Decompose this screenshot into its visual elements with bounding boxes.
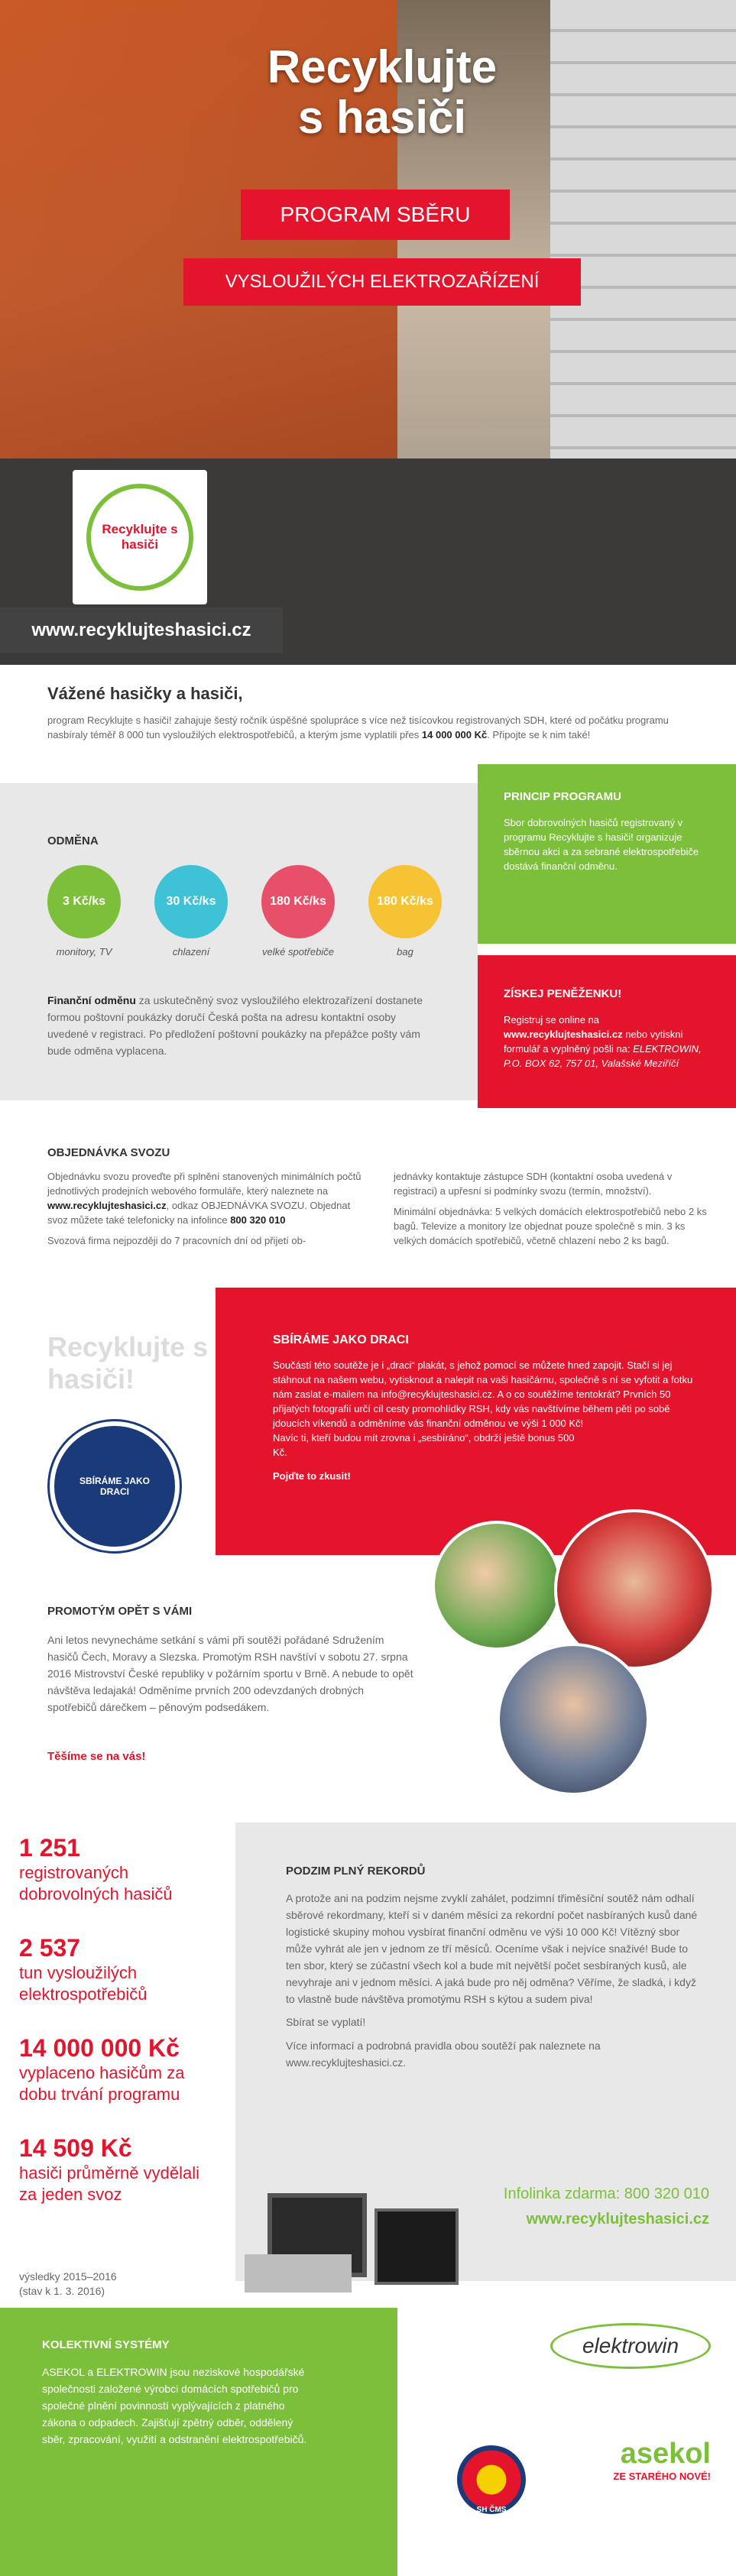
reward-item bbox=[245, 865, 352, 957]
electronics-photo bbox=[245, 2178, 474, 2300]
odmena-title: ODMĚNA bbox=[47, 834, 99, 847]
kolektivni-text: ASEKOL a ELEKTROWIN jsou neziskové hospodářské společnosti založené výrobci domácích spotřebičů pro společné plnění povinností vyplývajících z platného zákona o odpadech. Zajišťují zpětný odběr, oddělený sběr, zpracování, využití a odstranění elektrospotřebičů. bbox=[42, 2366, 307, 2445]
objednavka-col1a: Objednávku svozu proveďte při splnění stanovených minimálních počtů jednotlivých prodejních webového formuláře, který naleznete na bbox=[47, 1171, 362, 1197]
hero-url-bar[interactable] bbox=[0, 608, 283, 653]
princip-text: Sbor dobrovolných hasičů registrovaný v programu Recyklujte s hasiči! organizuje sběrnou akci a za sebrané elektrospotřebiče dostává finanční odměnu. bbox=[504, 817, 699, 872]
ziskej-address: ELEKTROWIN, P.O. BOX 62, 757 01, Valašské Meziříčí bbox=[504, 1043, 702, 1069]
stat-item bbox=[19, 2034, 218, 2105]
stat-number: 14 000 000 Kč bbox=[19, 2034, 180, 2062]
odmena-text-bold: Finanční odměnu bbox=[47, 994, 136, 1006]
odmena-text-block bbox=[47, 992, 430, 1059]
princip-box bbox=[478, 764, 736, 944]
objednavka-col2b: Minimální objednávka: 5 velkých domácích elektrospotřebičů nebo 2 ks bagů. Televize a monitory lze objednat pouze společně s min. 3 ks velkých domácích spotřebičů, včetně chlazení nebo 2 ks bagů. bbox=[394, 1206, 707, 1246]
reward-label: chlazení bbox=[172, 946, 210, 957]
draci-cta: Pojďte to zkusit! bbox=[273, 1470, 351, 1482]
ziskej-title: ZÍSKEJ PENĚŽENKU! bbox=[504, 987, 622, 1000]
intro bbox=[47, 684, 705, 742]
draci-ghost-title: Recyklujte s hasiči! bbox=[47, 1331, 209, 1395]
objednavka-col1 bbox=[47, 1169, 368, 1248]
ziskej-text2: nebo vytiskni formulář a vyplněný pošli na: bbox=[504, 1029, 683, 1055]
draci-badge-text: SBÍRÁME JAKO DRACI bbox=[79, 1476, 150, 1497]
hero-banner-1 bbox=[241, 190, 510, 240]
podzim-infoline: Infolinka zdarma: 800 320 010 bbox=[503, 2186, 709, 2202]
stats-note-2: (stav k 1. 3. 2016) bbox=[19, 2285, 105, 2297]
stat-label: hasiči průměrně vydělali za jeden svoz bbox=[19, 2163, 199, 2204]
logo-text: Recyklujte s hasiči bbox=[102, 522, 178, 552]
reward-item bbox=[138, 865, 245, 957]
reward-label: velké spotřebiče bbox=[262, 946, 334, 957]
reward-circle: 180 Kč/ks bbox=[368, 865, 442, 938]
promo-photo-3 bbox=[497, 1643, 650, 1796]
hero-title-line2: s hasiči bbox=[297, 92, 467, 143]
intro-text-block bbox=[47, 713, 705, 742]
intro-greeting: Vážené hasičky a hasiči, bbox=[47, 684, 243, 703]
hero-title-line1: Recyklujte bbox=[267, 41, 498, 92]
stat-label: registrovaných dobrovolných hasičů bbox=[19, 1863, 173, 1904]
intro-text: program Recyklujte s hasiči! zahajuje šestý ročník úspěšné spolupráce s více než tisícovkou registrovaných SDH, které od počátku programu nasbíraly téměř 8 000 tun vysloužilých elektrospotřebičů, a kterým jsme vyplatili přes bbox=[47, 714, 669, 740]
printer-shape bbox=[245, 2254, 352, 2292]
intro-tail: . Připojte se k nim také! bbox=[487, 729, 591, 740]
draci-title: SBÍRÁME JAKO DRACI bbox=[273, 1333, 409, 1346]
reward-circle: 30 Kč/ks bbox=[154, 865, 228, 938]
reward-circle: 180 Kč/ks bbox=[261, 865, 335, 938]
draci-p2: Navíc ti, kteří budou mít zrovna i „sesbíráno“, obdrží ještě bonus 500 Kč. bbox=[273, 1432, 575, 1458]
podzim-p3: Více informací a podrobná pravidla obou soutěží pak naleznete na www.recyklujteshasici.cz. bbox=[286, 2040, 601, 2069]
draci-p1: Součástí této soutěže je i „draci“ plakát, s jehož pomocí se můžete hned zapojit. Stačí si jej stáhnout na našem webu, vytisknout a nalepit na vaši hasičárnu, společně s ní se vyfotit a fotku nám zaslat e-mailem na info@recyklujteshasici.cz. A o co soutěžíme tentokrát? Prvních 50 přijatých fotografií určí cíl cesty promohlídky RSH, kdy vás navštívíme během pěti po sobě jdoucích víkendů a odměníme vás finanční odměnou ve výši 1 000 Kč! bbox=[273, 1359, 693, 1429]
tv-shape bbox=[374, 2208, 459, 2285]
promo-title: PROMOTÝM OPĚT S VÁMI bbox=[47, 1605, 193, 1618]
kolektivni-box bbox=[0, 2308, 397, 2576]
stat-number: 2 537 bbox=[19, 1934, 81, 1962]
podzim-p2: Sbírat se vyplatí! bbox=[286, 2016, 366, 2028]
princip-title: PRINCIP PROGRAMU bbox=[504, 790, 621, 803]
podzim-title: PODZIM PLNÝ REKORDŮ bbox=[286, 1865, 426, 1878]
asekol-name: asekol bbox=[620, 2438, 711, 2470]
stats-note-1: výsledky 2015–2016 bbox=[19, 2270, 117, 2283]
asekol-sub: ZE STARÉHO NOVÉ! bbox=[613, 2471, 711, 2482]
hero-url: www.recyklujteshasici.cz bbox=[31, 620, 251, 640]
stat-number: 14 509 Kč bbox=[19, 2134, 132, 2162]
promo-photo-1 bbox=[432, 1521, 562, 1651]
elektrowin-logo bbox=[550, 2323, 711, 2369]
promo-text: Ani letos nevynecháme setkání s vámi při soutěži pořádané Sdružením hasičů Čech, Moravy a Slezska. Promotým RSH navštíví v sobotu 27. srpna 2016 Mistrovství České republiky v požárním sportu v Brně. A nebude to opět návštěva ledajaká! Odměníme prvních 200 odevzdaných drobných spotřebičů dárečkem – pěnovým podsedákem. bbox=[47, 1634, 413, 1713]
reward-circle: 3 Kč/ks bbox=[47, 865, 121, 938]
objednavka-col1b: , odkaz OBJEDNÁVKA SVOZU. Objednat svoz můžete také telefonicky na infolince bbox=[47, 1200, 351, 1226]
hero-banner-2 bbox=[183, 258, 581, 306]
kolektivni-title: KOLEKTIVNÍ SYSTÉMY bbox=[42, 2338, 170, 2351]
podzim-p1: A protože ani na podzim nejsme zvyklí zahálet, podzimní třiměsíční soutěž nám odhalí sběrové rekordmany, kteří si v daném měsíci za rekordní počet nasbíraných kusů dané logistické skupiny mohou vysbírat finanční odměnu ve výši 10 000 Kč! Vítězný sbor může vyhrát ale jen v jednom ze tří měsíců. Oceníme však i nejvíce snaživé! Bude to ten sbor, který se zúčastní všech kol a bude mít největší počet sesbíraných kusů, ale nevyhraje ani v jednom měsíci. A jaká bude pro něj odměna? Věříme, že sladká, i když to vlastně bude návštěva promotýmu RSH s kýtou a sudem piva! bbox=[286, 1892, 698, 2005]
objednavka-col2 bbox=[394, 1169, 715, 1248]
stats-note bbox=[19, 2270, 117, 2299]
ziskej-box bbox=[478, 955, 736, 1108]
stat-number: 1 251 bbox=[19, 1834, 81, 1862]
draci-badge bbox=[50, 1421, 180, 1551]
ziskej-text1: Registruj se online na bbox=[504, 1014, 600, 1026]
ziskej-text bbox=[504, 1013, 710, 1071]
stat-label: vyplaceno hasičům za dobu trvání programu bbox=[19, 2063, 185, 2104]
objednavka-title: OBJEDNÁVKA SVOZU bbox=[47, 1146, 170, 1159]
logo-box bbox=[73, 470, 207, 604]
sh-logo-text: SH ČMS bbox=[476, 2506, 507, 2514]
logo-badge bbox=[86, 484, 193, 591]
odmena-text: za uskutečněný svoz vysloužilého elektrozařízení dostanete formou poštovní poukázky doručí Česká pošta na adresu kontaktní osoby uvedené v registraci. Po předložení poštovní poukázky na přepážce pošty vám bude odměna vyplacena. bbox=[47, 994, 423, 1057]
stat-item bbox=[19, 1934, 218, 2005]
hero-title bbox=[183, 42, 581, 143]
intro-amount: 14 000 000 Kč bbox=[421, 729, 488, 740]
odmena-circles bbox=[31, 865, 474, 964]
promo-cta: Těšíme se na vás! bbox=[47, 1750, 146, 1763]
stat-item bbox=[19, 1834, 218, 1905]
stat-item bbox=[19, 2134, 218, 2205]
sh-logo bbox=[457, 2445, 526, 2514]
reward-item bbox=[31, 865, 138, 957]
asekol-logo bbox=[558, 2438, 711, 2482]
reward-item bbox=[352, 865, 459, 957]
objednavka-url[interactable]: www.recyklujteshasici.cz bbox=[47, 1200, 167, 1211]
objednavka-col2a: jednávky kontaktuje zástupce SDH (kontaktní osoba uvedená v registraci) a upřesní si podmínky svozu (termín, množství). bbox=[394, 1171, 673, 1197]
reward-label: bag bbox=[397, 946, 413, 957]
reward-label: monitory, TV bbox=[56, 946, 112, 957]
ziskej-url[interactable]: www.recyklujteshasici.cz bbox=[504, 1029, 623, 1040]
elektrowin-logo-text: elektrowin bbox=[582, 2334, 679, 2357]
objednavka-phone: 800 320 010 bbox=[230, 1214, 286, 1226]
stats-list bbox=[19, 1834, 218, 2234]
hero-banner-2-text: VYSLOUŽILÝCH ELEKTROZAŘÍZENÍ bbox=[225, 271, 540, 292]
hero-banner-1-text: PROGRAM SBĚRU bbox=[280, 203, 471, 226]
podzim-url[interactable]: www.recyklujteshasici.cz bbox=[526, 2211, 709, 2228]
objednavka-col1c: Svozová firma nejpozději do 7 pracovních dní od přijetí ob- bbox=[47, 1235, 306, 1246]
stat-label: tun vysloužilých elektrospotřebičů bbox=[19, 1963, 148, 2004]
